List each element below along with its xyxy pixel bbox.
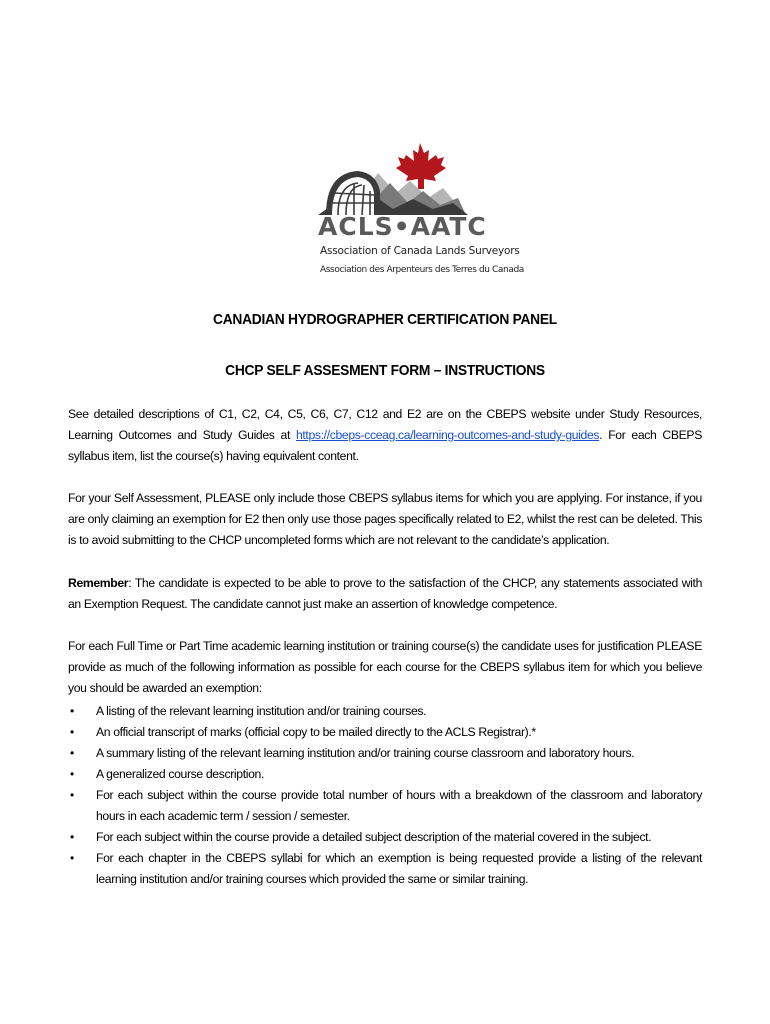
bullet-icon: • bbox=[70, 704, 74, 718]
paragraph-text: . For each CBEPS syllabus item, list the course(s) having equivalent content. bbox=[68, 428, 702, 463]
logo-association-french: Association des Arpenteurs des Terres du Canada bbox=[320, 265, 524, 275]
list-item bbox=[68, 827, 702, 848]
list-item-text: For each subject within the course provide total number of hours with a breakdown of the classroom and laboratory hours in each academic term / session / semester. bbox=[96, 788, 702, 823]
form-title: CHCP SELF ASSESMENT FORM – INSTRUCTIONS bbox=[225, 362, 545, 379]
paragraph-syllabus-descriptions bbox=[68, 404, 702, 467]
bullet-icon: • bbox=[70, 767, 74, 781]
list-item-text: An official transcript of marks (official copy to be mailed directly to the ACLS Registrar).* bbox=[96, 725, 536, 739]
logo-mountains-maple-icon bbox=[318, 143, 468, 218]
list-item-text: A summary listing of the relevant learning institution and/or training course classroom and laboratory hours. bbox=[96, 746, 635, 760]
list-item-text: A generalized course description. bbox=[96, 767, 264, 781]
acls-aatc-logo bbox=[318, 143, 524, 283]
list-item bbox=[68, 701, 702, 722]
bullet-icon: • bbox=[70, 830, 74, 844]
logo-wordmark: ACLS•AATC bbox=[318, 212, 487, 241]
requirements-list bbox=[68, 701, 702, 890]
panel-title: CANADIAN HYDROGRAPHER CERTIFICATION PANEL bbox=[213, 311, 557, 328]
list-item bbox=[68, 722, 702, 743]
paragraph-text: See detailed descriptions of C1, C2, C4, C5, C6, C7, C12 and E2 are on the CBEPS website under Study Resources, Learning Outcomes and Study Guides at bbox=[68, 407, 702, 442]
paragraph-self-assessment: For your Self Assessment, PLEASE only include those CBEPS syllabus items for which you are applying. For instance, if you are only claiming an exemption for E2 then only use those pages specifically related to E2, whilst the rest can be deleted. This is to avoid submitting to the CHCP uncompleted forms which are not relevant to the candidate’s application. bbox=[68, 491, 702, 547]
bullet-icon: • bbox=[70, 725, 74, 739]
list-item bbox=[68, 764, 702, 785]
bullet-icon: • bbox=[70, 746, 74, 760]
paragraph-course-information: For each Full Time or Part Time academic learning institution or training course(s) the candidate uses for justification PLEASE provide as much of the following information as possible for each course for the CBEPS syllabus item for which you believe you should be awarded an exemption: bbox=[68, 639, 702, 695]
maple-leaf-icon bbox=[396, 143, 446, 189]
list-item bbox=[68, 785, 702, 827]
list-item-text: For each chapter in the CBEPS syllabi for which an exemption is being requested provide a listing of the relevant learning institution and/or training courses which provided the same or similar training. bbox=[96, 851, 702, 886]
bullet-icon: • bbox=[70, 851, 74, 865]
study-guides-link[interactable]: https://cbeps-cceag.ca/learning-outcomes-and-study-guides bbox=[295, 428, 600, 442]
paragraph-remember bbox=[68, 573, 702, 615]
bullet-icon: • bbox=[70, 788, 74, 802]
list-item bbox=[68, 848, 702, 890]
list-item-text: For each subject within the course provide a detailed subject description of the material covered in the subject. bbox=[96, 830, 652, 844]
list-item-text: A listing of the relevant learning institution and/or training courses. bbox=[96, 704, 427, 718]
list-item bbox=[68, 743, 702, 764]
paragraph-text: : The candidate is expected to be able to prove to the satisfaction of the CHCP, any statements associated with an Exemption Request. The candidate cannot just make an assertion of knowledge competence. bbox=[68, 576, 702, 611]
remember-label: Remember bbox=[68, 576, 129, 590]
logo-association-english: Association of Canada Lands Surveyors bbox=[320, 245, 520, 257]
